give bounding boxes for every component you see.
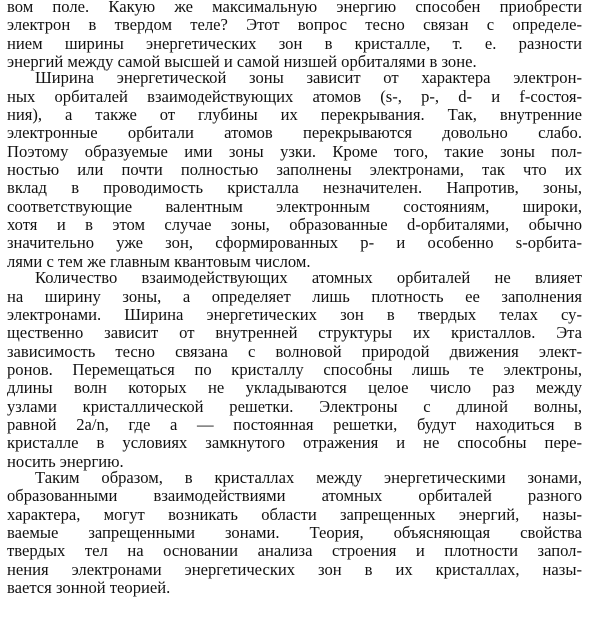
- text-line: энергий между самой высшей и самой низшей орбиталями в зоне.: [7, 52, 477, 72]
- text-line: на ширину зоны, а определяет лишь плотность ее заполнения: [7, 286, 582, 306]
- text-line: вклад в проводимость кристалла незначителен. Напротив, зоны,: [7, 178, 582, 198]
- text-line: узлами кристаллической решетки. Электроны с длиной волны,: [7, 396, 582, 416]
- paragraph: [7, 469, 582, 597]
- text-line: Поэтому образуемые ими зоны узки. Кроме того, такие зоны пол-: [7, 141, 582, 161]
- text-line: лями с тем же главным квантовым числом.: [7, 251, 311, 271]
- text-line: Ширина энергетической зоны зависит от характера электрон-: [35, 68, 582, 88]
- text-line: ваемые запрещенными зонами. Теория, объясняющая свойства: [7, 522, 582, 542]
- text-line: ностью или почти полностью заполнены электронами, так что их: [7, 160, 582, 180]
- text-line: длины волн которых не укладываются целое число раз между: [7, 378, 582, 398]
- text-line: Таким образом, в кристаллах между энергетическими зонами,: [35, 467, 582, 487]
- text-line: зависимость тесно связана с волновой природой движения элект-: [7, 341, 582, 361]
- text-line: электрон в твердом теле? Этот вопрос тесно связан с определе-: [7, 15, 582, 35]
- text-line: твердых тел на основании анализа строения и плотности запол-: [7, 541, 582, 561]
- text-line: ния), а также от глубины их перекрывания. Так, внутренние: [7, 105, 582, 125]
- text-line: нием ширины энергетических зон в кристалле, т. е. разности: [7, 33, 582, 53]
- text-line: ных орбиталей взаимодействующих атомов (s-, p-, d- и f-состоя-: [7, 86, 582, 106]
- text-line: значительно уже зон, сформированных p- и особенно s-орбита-: [7, 233, 582, 253]
- text-line: соответствующие валентным электронным состояниям, широки,: [7, 196, 582, 216]
- text-line: щественно зависит от внутренней структуры их кристаллов. Эта: [7, 323, 582, 343]
- text-line: нения электронами энергетических зон в их кристаллах, назы-: [7, 559, 582, 579]
- text-line: вом поле. Какую же максимальную энергию способен приобрести: [7, 0, 582, 16]
- text-line: образованными взаимодействиями атомных орбиталей разного: [7, 486, 582, 506]
- paragraph: [7, 269, 582, 471]
- text-line: хотя и в этом случае зоны, образованные d-орбиталями, обычно: [7, 215, 582, 235]
- text-line: носить энергию.: [7, 451, 124, 471]
- text-line: электронные орбитали атомов перекрываются довольно слабо.: [7, 123, 582, 143]
- paragraph: [7, 0, 582, 71]
- text-line: Количество взаимодействующих атомных орбиталей не влияет: [35, 268, 582, 288]
- paragraph: [7, 69, 582, 271]
- text-line: равной 2a/n, где a — постоянная решетки, будут находиться в: [7, 414, 582, 434]
- text-line: вается зонной теорией.: [7, 578, 171, 597]
- text-line: ронов. Перемещаться по кристаллу способны лишь те электроны,: [7, 359, 582, 379]
- text-line: кристалле в условиях замкнутого отражения и не способны пере-: [7, 433, 582, 453]
- text-line: электронами. Ширина энергетических зон в твердых телах су-: [7, 304, 582, 324]
- text-line: характера, могут возникать области запрещенных энергий, назы-: [7, 504, 582, 524]
